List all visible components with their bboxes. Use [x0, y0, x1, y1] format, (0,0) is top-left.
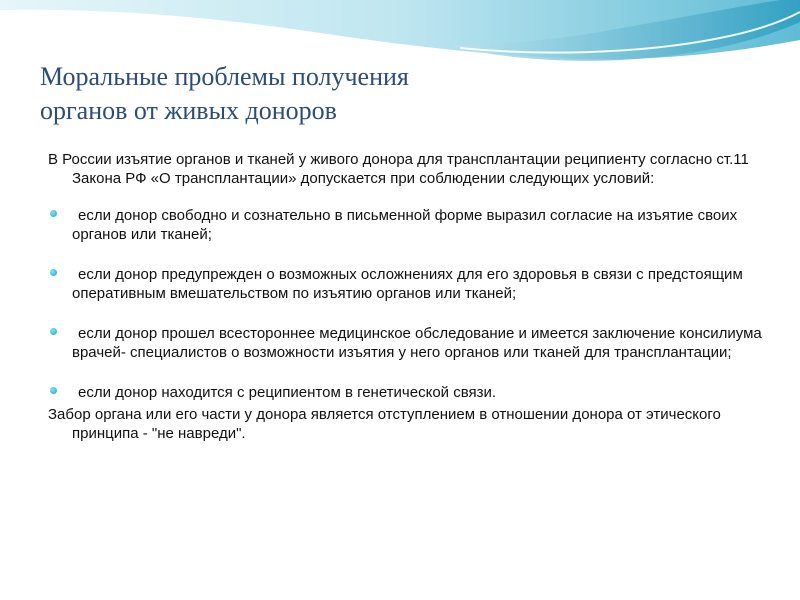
conditions-list [48, 206, 768, 402]
list-item-text: если донор находится с реципиентом в генетической связи. [78, 384, 497, 401]
list-item-text: если донор свободно и сознательно в письменной форме выразил согласие на изъятие своих органов или тканей; [72, 207, 738, 243]
slide-title-line-2: органов от живых доноров [40, 96, 337, 125]
list-item [48, 206, 768, 244]
bullet-dot-icon [50, 387, 57, 394]
slide-body [48, 150, 768, 443]
list-item [48, 324, 768, 362]
list-item [48, 265, 768, 303]
bullet-dot-icon [50, 210, 57, 217]
list-item [48, 383, 768, 402]
closing-paragraph: Забор органа или его части у донора является отступлением в отношении донора от этического принципа - "не навреди". [48, 406, 721, 442]
intro-paragraph: В России изъятие органов и тканей у живого донора для трансплантации реципиенту согласно ст.11 Закона РФ «О трансплантации» допускается при соблюдении следующих условий: [48, 151, 749, 187]
slide-title-line-1: Моральные проблемы получения [40, 62, 409, 91]
slide-title [40, 60, 560, 128]
list-item-text: если донор предупрежден о возможных осложнениях для его здоровья в связи с предстоящим оперативным вмешательством по изъятию органов или тканей; [72, 266, 743, 302]
list-item-text: если донор прошел всестороннее медицинское обследование и имеется заключение консилиума врачей- специалистов о возможности изъятия у него органов или тканей для трансплантации; [72, 325, 762, 361]
bullet-dot-icon [50, 269, 57, 276]
bullet-dot-icon [50, 328, 57, 335]
